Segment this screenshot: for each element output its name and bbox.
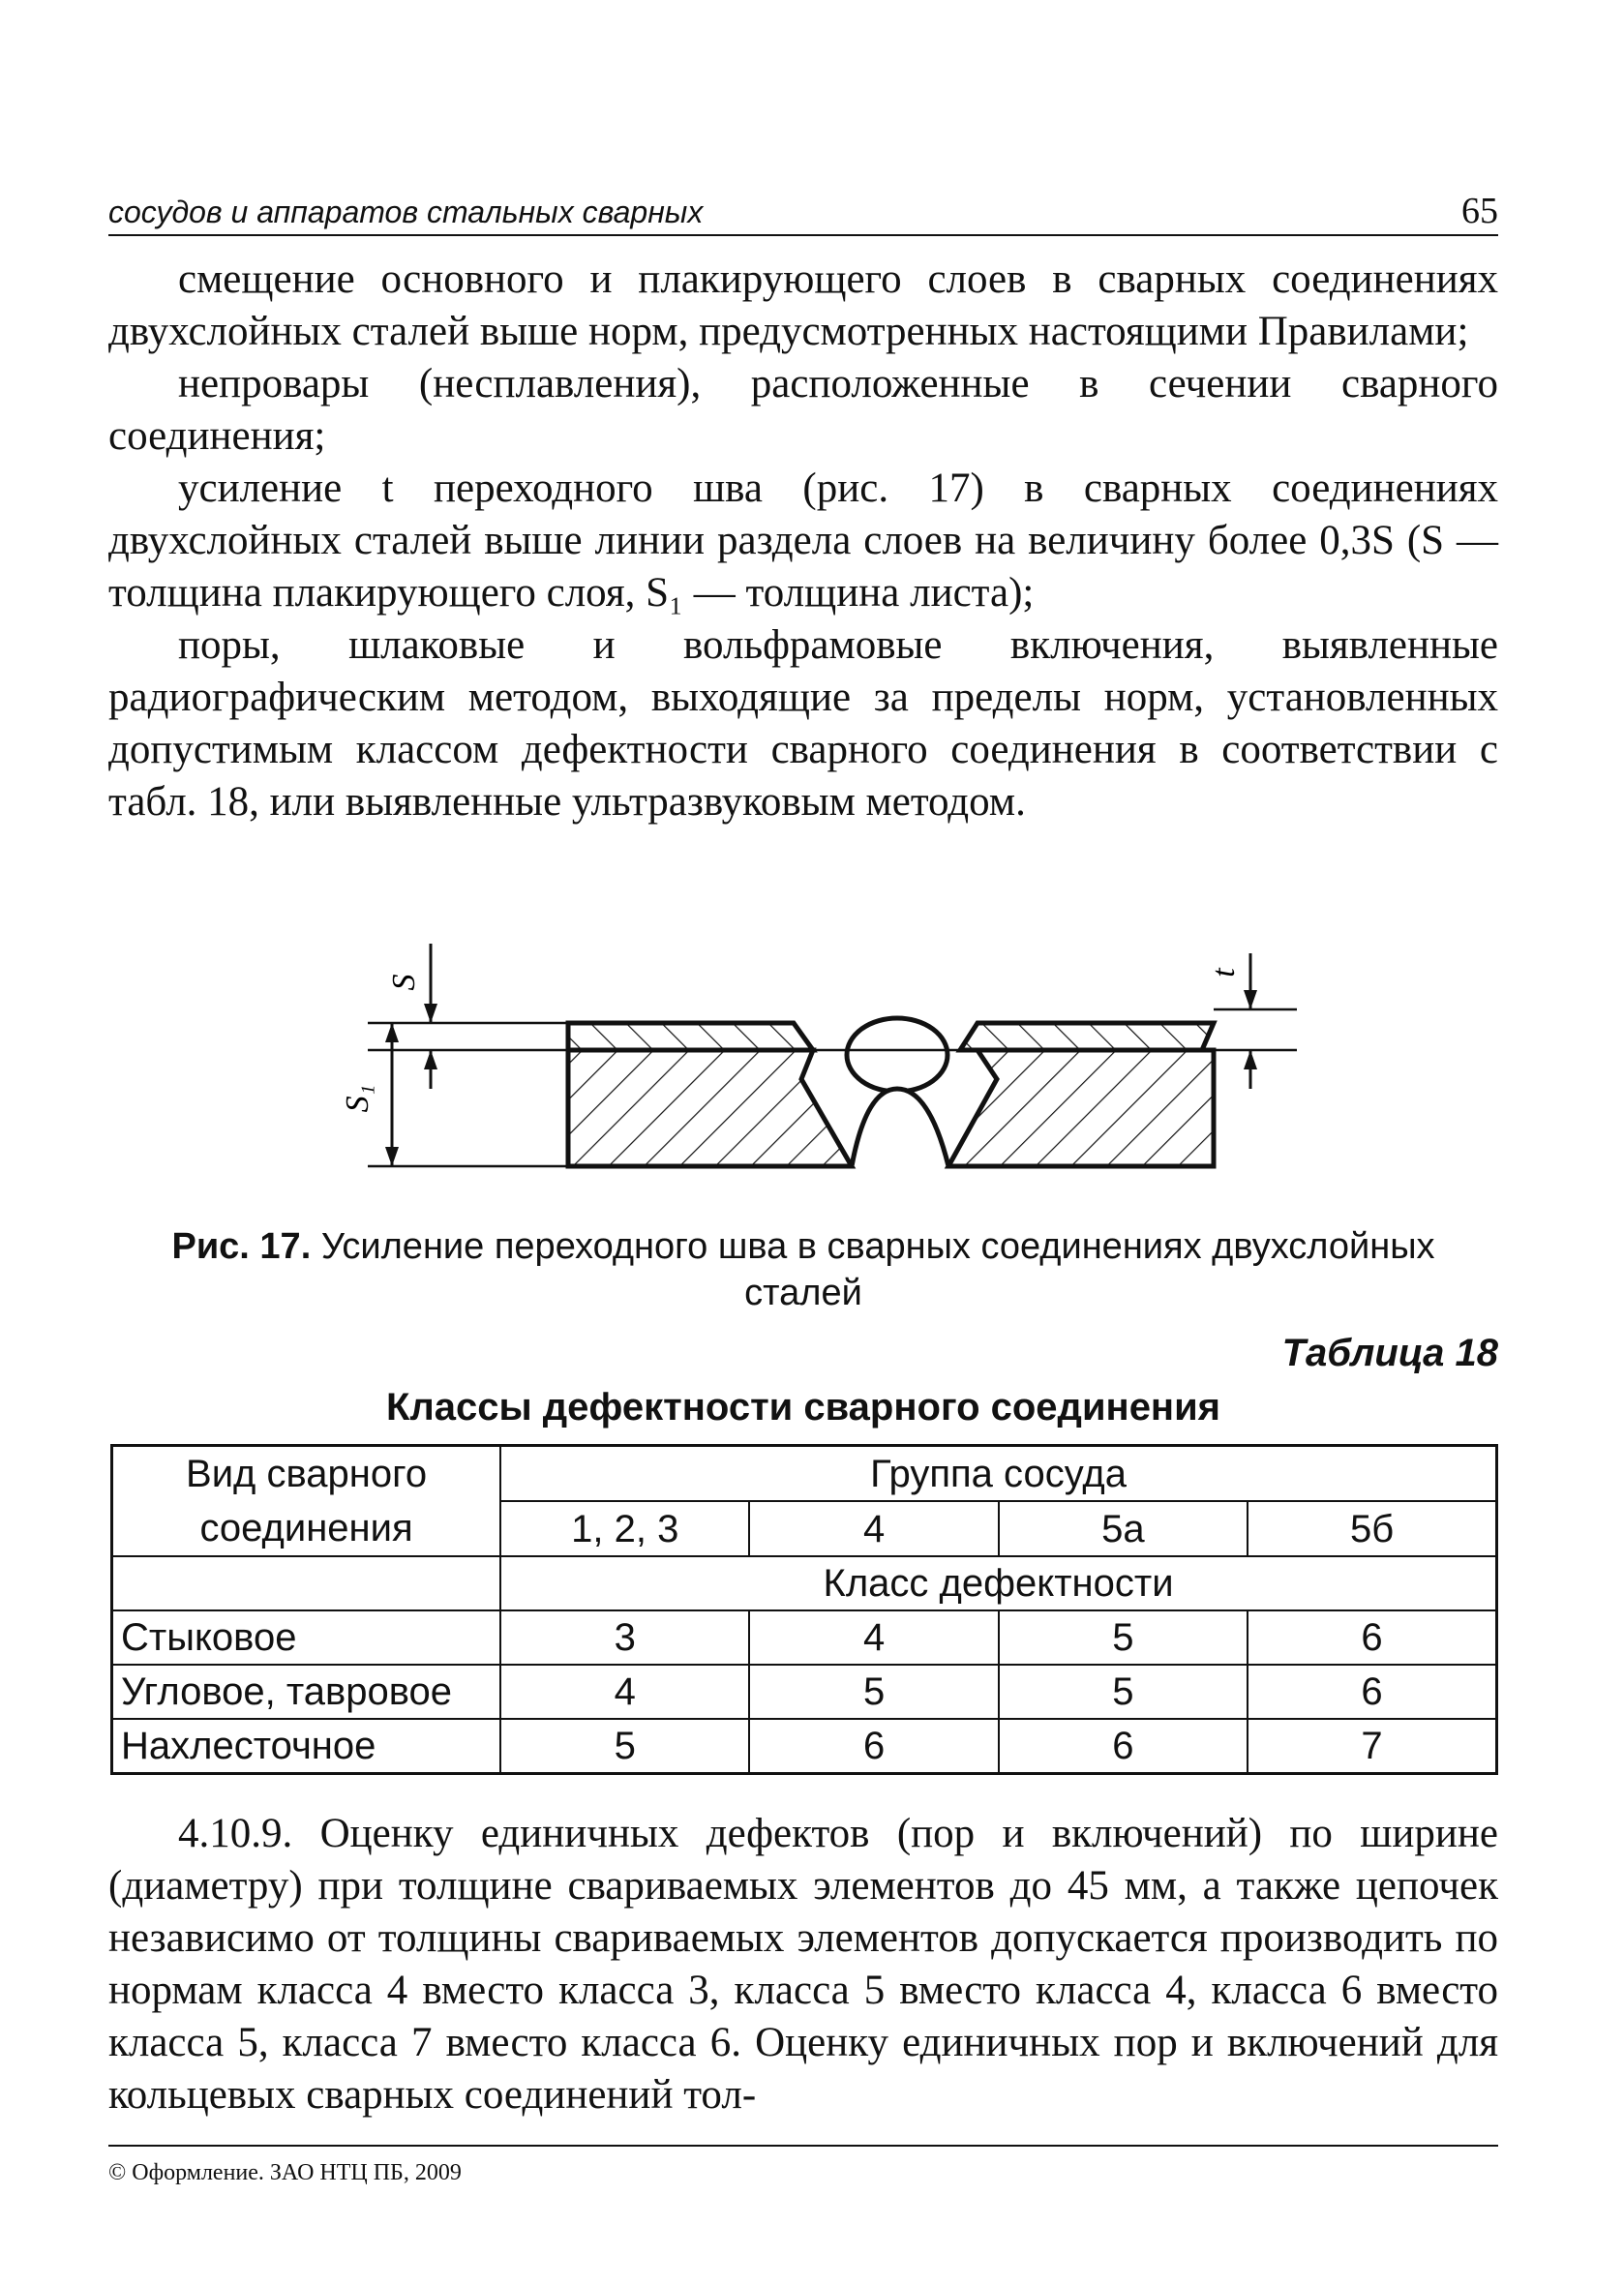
table-cell: 5 (999, 1610, 1248, 1665)
defect-class-table (110, 1444, 1498, 1775)
weld-root-gap (852, 1089, 948, 1166)
table-cell: 5 (999, 1665, 1248, 1719)
weld-cross-section (340, 944, 1316, 1205)
table-header-weld-type: Вид сварного соединения (112, 1446, 501, 1557)
table-cell: 4 (500, 1665, 749, 1719)
table-cell: 7 (1248, 1719, 1496, 1774)
body-text-top (108, 254, 1498, 828)
weld-bead (847, 1018, 947, 1092)
table-title: Классы дефектности сварного соединения (385, 1386, 1221, 1429)
footer (108, 2145, 1498, 2186)
paragraph: усиление t переходного шва (рис. 17) в сварных соединениях двухслойных сталей выше линии раздела слоев на величину более 0,3S (S — толщина плакирующего слоя, S₁ — толщина листа); (108, 466, 1498, 616)
left-base-plate (568, 1050, 852, 1166)
footer-copyright: © Оформление. ЗАО НТЦ ПБ, 2009 (108, 2160, 462, 2185)
figure-caption (108, 1223, 1498, 1316)
table-row (112, 1610, 1497, 1665)
table-cell: 3 (500, 1610, 749, 1665)
table-cell: 4 (749, 1610, 998, 1665)
table-cell: 5 (500, 1719, 749, 1774)
table-row-label: Нахлесточное (112, 1719, 501, 1774)
right-base-plate (948, 1050, 1214, 1166)
figure-caption-number: Рис. 17. (171, 1226, 312, 1267)
table-group-cell: 5б (1248, 1501, 1496, 1556)
paragraph: смещение основного и плакирующего слоев в сварных соединениях двухслойных сталей выше норм, предусмотренных настоящими Правилами; (108, 256, 1498, 354)
right-cladding-layer (960, 1023, 1214, 1050)
table-group-cell: 4 (749, 1501, 998, 1556)
figure-weld-diagram (340, 944, 1316, 1205)
table-label: Таблица 18 (1281, 1332, 1498, 1374)
table-cell: 6 (1248, 1665, 1496, 1719)
table-empty-cell (112, 1556, 501, 1610)
table-cell: 6 (1248, 1610, 1496, 1665)
table-cell: 6 (999, 1719, 1248, 1774)
page-number: 65 (1461, 191, 1498, 231)
left-cladding-layer (568, 1023, 813, 1050)
table-cell: 6 (749, 1719, 998, 1774)
paragraph: 4.10.9. Оценку единичных дефектов (пор и включений) по ширине (диаметру) при толщине свариваемых элементов до 45 мм, а также цепочек независимо от толщины свариваемых элементов допускается производить по нормам класса 4 вместо класса 3, класса 5 вместо класса 4, класса 6 вместо класса 5, класса 7 вместо класса 6. Оценку единичных пор и включений для кольцевых сварных соединений тол- (108, 1811, 1498, 2118)
running-head-title: сосудов и аппаратов стальных сварных (108, 195, 704, 229)
table-row (112, 1665, 1497, 1719)
figure-caption-text: Усиление переходного шва в сварных соединениях двухслойных сталей (320, 1226, 1435, 1313)
running-head (108, 190, 1498, 236)
table-header-defect-class: Класс дефектности (500, 1556, 1496, 1610)
table-row-label: Угловое, тавровое (112, 1665, 501, 1719)
figure-label-s: S (386, 974, 422, 991)
paragraph: непровары (несплавления), расположенные в сечении сварного соединения; (108, 361, 1498, 459)
body-text-bottom (108, 1808, 1498, 2121)
table-row-label: Стыковое (112, 1610, 501, 1665)
figure-label-s1: S₁ (340, 1084, 376, 1113)
table-group-cell: 5а (999, 1501, 1248, 1556)
table-cell: 5 (749, 1665, 998, 1719)
figure-label-t: t (1206, 968, 1242, 978)
table-row (112, 1719, 1497, 1774)
paragraph: поры, шлаковые и вольфрамовые включения, выявленные радиографическим методом, выходящие за пределы норм, установленных допустимым классом дефектности сварного соединения в соответствии с табл. 18, или выявленные ультразвуковым методом. (108, 622, 1498, 825)
table-group-cell: 1, 2, 3 (500, 1501, 749, 1556)
table-header-vessel-group: Группа сосуда (500, 1446, 1496, 1502)
